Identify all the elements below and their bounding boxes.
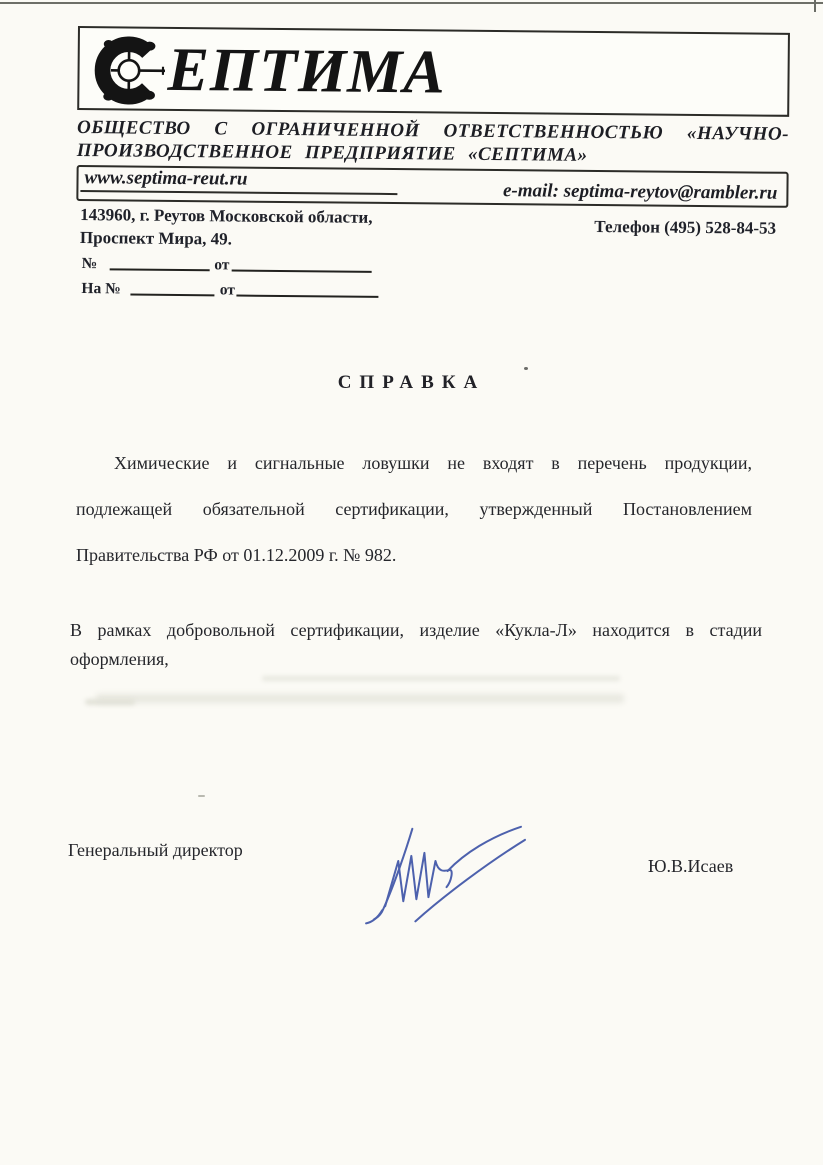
letterhead xyxy=(75,26,790,308)
paragraph1-line3: Правительства РФ от 01.12.2009 г. № 982. xyxy=(76,545,397,565)
scan-speck xyxy=(524,367,528,370)
reply-date-blank-line xyxy=(237,284,379,298)
address-line2: Проспект Мира, 49. xyxy=(79,228,233,249)
company-name-line1: ОБЩЕСТВО С ОГРАНИЧЕННОЙ ОТВЕТСТВЕННОСТЬЮ «НАУЧНО- xyxy=(76,116,790,145)
company-name-line2: ПРОИЗВОДСТВЕННОЕ ПРЕДПРИЯТИЕ «СЕПТИМА» xyxy=(76,139,588,166)
logo-box xyxy=(77,26,790,117)
ref-date-blank-line xyxy=(231,258,371,272)
paragraph1-line2: подлежащей обязательной сертификации, утвержденный Постановлением xyxy=(76,499,752,519)
handwritten-signature-ink xyxy=(352,806,528,926)
website-url: www.septima-reut.ru xyxy=(80,167,397,195)
scan-edge-tick xyxy=(814,0,816,12)
document-title: СПРАВКА xyxy=(337,372,486,393)
address-row xyxy=(76,203,788,256)
reply-ref-label: На № xyxy=(81,280,121,298)
paragraph2-line1: В рамках добровольной сертификации, изделие «Кукла-Л» находится в стадии xyxy=(70,620,762,640)
signatory-name: Ю.В.Исаев xyxy=(648,856,734,876)
paragraph-certification-list xyxy=(76,440,752,578)
logo-wordmark: ЕПТИМА xyxy=(167,35,447,107)
signatory-role: Генеральный директор xyxy=(68,840,243,860)
postal-address xyxy=(76,203,373,252)
scan-edge-line xyxy=(0,2,823,4)
email-address: e-mail: septima-reytov@rambler.ru xyxy=(502,180,778,204)
reference-number-rows xyxy=(75,251,787,308)
contact-band xyxy=(76,165,788,208)
phone-number: Телефон (495) 528-84-53 xyxy=(594,216,777,238)
ref-from-label: от xyxy=(214,256,230,274)
septima-c-crosshair-logo-icon xyxy=(89,29,172,112)
erased-text-smudge xyxy=(96,694,624,703)
address-line1: 143960, г. Реутов Московской области, xyxy=(80,205,373,227)
paragraph1-line1: Химические и сигнальные ловушки не входят в перечень продукции, xyxy=(114,453,752,473)
erased-text-smudge xyxy=(85,699,135,705)
reply-from-label: от xyxy=(219,281,235,299)
paragraph2-line2: оформления, xyxy=(70,649,169,669)
erased-text-smudge xyxy=(262,676,620,681)
paragraph-voluntary-certification xyxy=(70,616,762,674)
scan-speck xyxy=(198,795,205,797)
reply-ref-blank-line xyxy=(131,283,215,297)
ref-no-blank-line xyxy=(109,257,209,271)
ref-no-label: № xyxy=(81,255,98,273)
company-name xyxy=(77,116,789,169)
